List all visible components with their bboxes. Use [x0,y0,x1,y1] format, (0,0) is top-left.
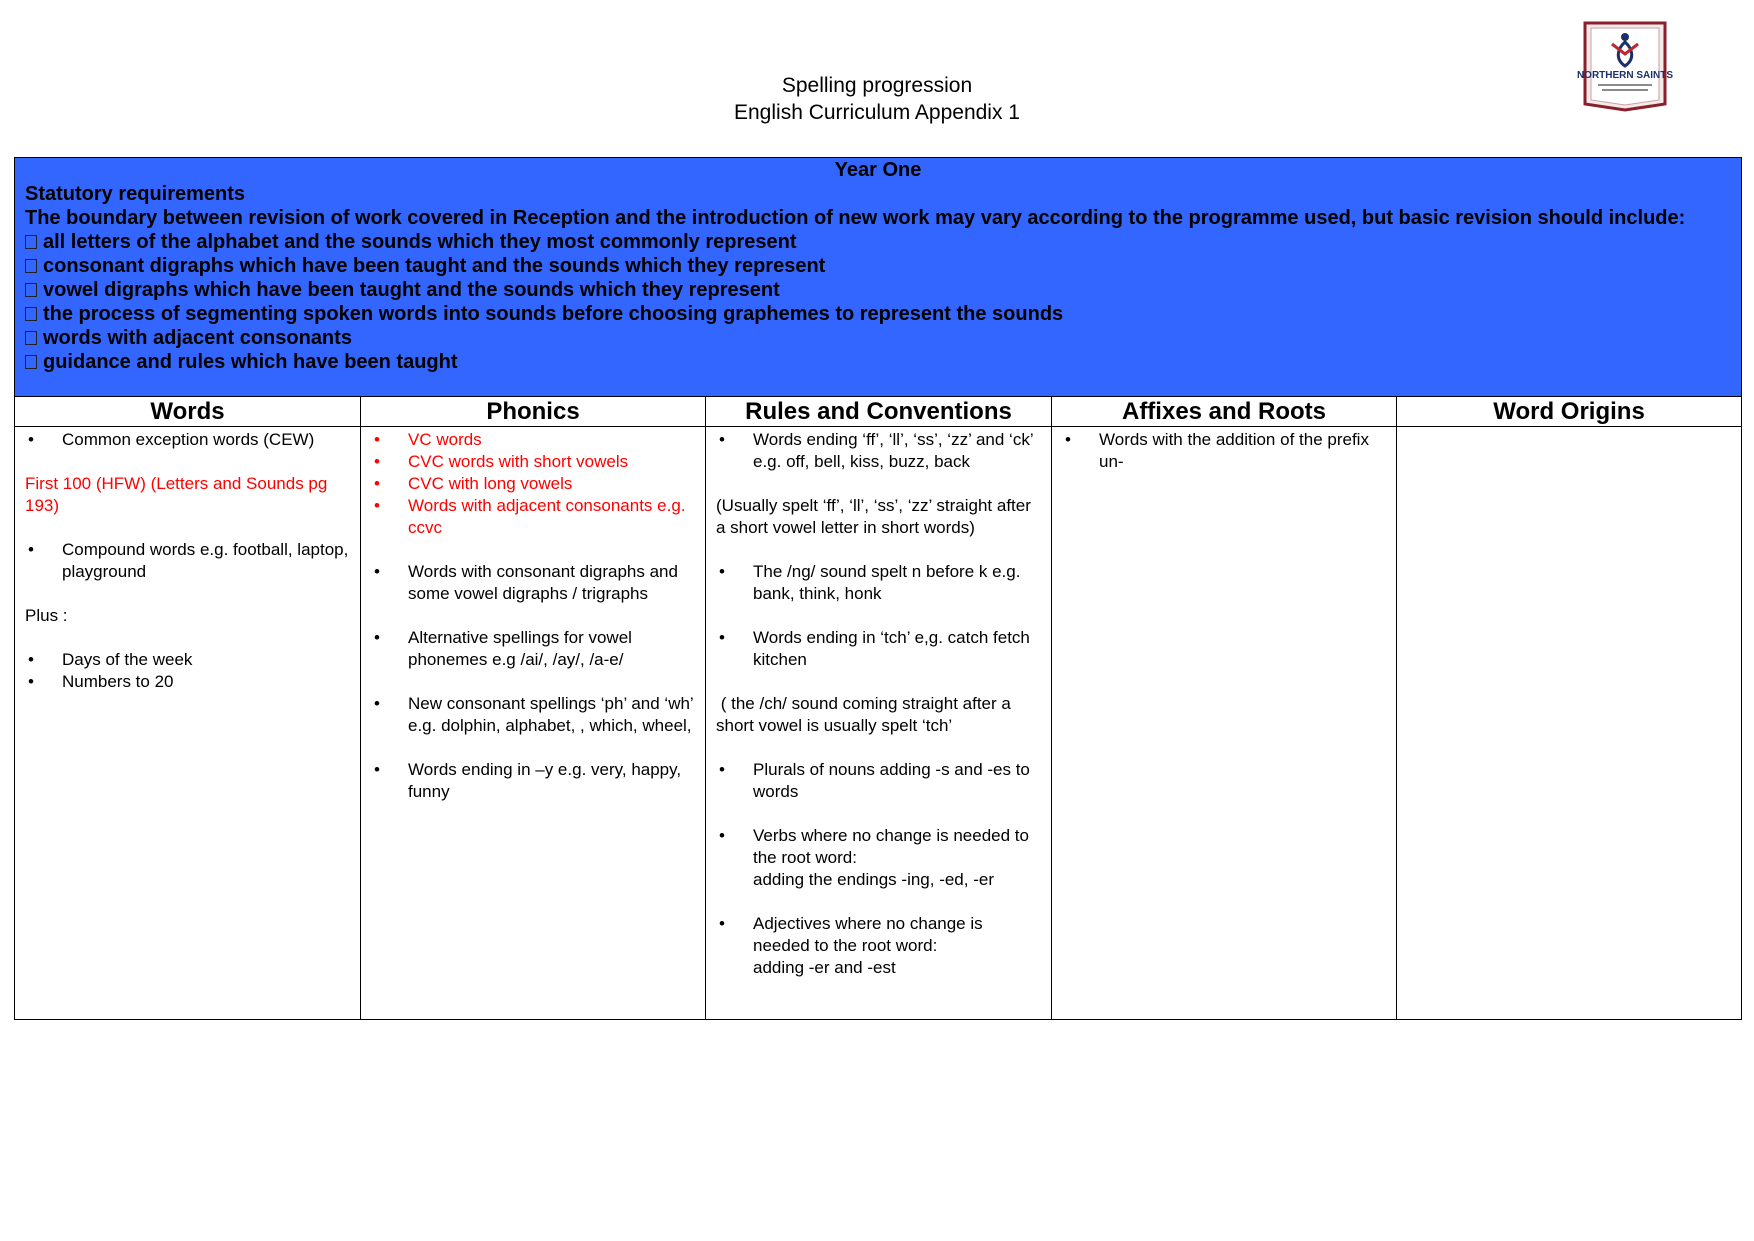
hfw-note: First 100 (HFW) (Letters and Sounds pg 193) [25,474,328,515]
bullet-box-icon [25,259,37,273]
list-item: • Alternative spellings for vowel phonemes e.g /ai/, /ay/, /a-e/ [408,627,697,671]
banner-row [15,158,1742,397]
origins-cell [1397,427,1742,1020]
words-cell [15,427,361,1020]
list-item: • Days of the week [62,649,352,671]
requirement-item: words with adjacent consonants [25,326,1731,350]
list-item: • Words with consonant digraphs and some vowel digraphs / trigraphs [408,561,697,605]
list-item: • Common exception words (CEW) [62,429,352,451]
affixes-cell [1052,427,1397,1020]
spelling-table [14,157,1742,1020]
requirement-item: vowel digraphs which have been taught and the sounds which they represent [25,278,1731,302]
column-header-phonics: Phonics [361,397,706,427]
requirement-item: guidance and rules which have been taught [25,350,1731,374]
list-item: • Adjectives where no change is needed to the root word: adding -er and -est [753,913,1043,979]
list-item: • CVC words with short vowels [408,451,697,473]
list-item: • Words ending ‘ff’, ‘ll’, ‘ss’, ‘zz’ and ‘ck’ e.g. off, bell, kiss, buzz, back [753,429,1043,473]
document-subtitle: English Curriculum Appendix 1 [734,101,1020,124]
list-item: • Words with the addition of the prefix un- [1099,429,1388,473]
document-header [0,72,1754,126]
list-item: • Words with adjacent consonants e.g. ccvc [408,495,697,539]
rules-note: ( the /ch/ sound coming straight after a short vowel is usually spelt ‘tch’ [716,694,1016,735]
bullet-box-icon [25,307,37,321]
rules-note: (Usually spelt ‘ff’, ‘ll’, ‘ss’, ‘zz’ straight after a short vowel letter in short words) [716,496,1031,537]
statutory-intro: The boundary between revision of work covered in Reception and the introduction of new work may vary according to the programme used, but basic revision should include: [25,207,1686,229]
year-heading: Year One [834,159,922,181]
phonics-cell [361,427,706,1020]
bullet-box-icon [25,283,37,297]
bullet-box-icon [25,355,37,369]
plus-label: Plus : [25,606,68,625]
list-item: • The /ng/ sound spelt n before k e.g. bank, think, honk [753,561,1043,605]
school-crest-icon [1576,20,1674,112]
requirement-item: all letters of the alphabet and the sounds which they most commonly represent [25,230,1731,254]
bullet-box-icon [25,235,37,249]
list-item: • Plurals of nouns adding -s and -es to words [753,759,1043,803]
list-item: • Compound words e.g. football, laptop, playground [62,539,352,583]
school-logo [1576,20,1674,112]
list-item: • Numbers to 20 [62,671,352,693]
list-item: • Words ending in –y e.g. very, happy, funny [408,759,697,803]
column-header-words: Words [15,397,361,427]
list-item: • CVC with long vowels [408,473,697,495]
content-row [15,427,1742,1020]
document-title: Spelling progression [781,74,973,97]
column-header-rules: Rules and Conventions [706,397,1052,427]
logo-text: NORTHERN SAINTS [1576,70,1674,81]
list-item: • VC words [408,429,697,451]
requirement-item: the process of segmenting spoken words into sounds before choosing graphemes to represent the sounds [25,302,1731,326]
rules-cell [706,427,1052,1020]
statutory-heading: Statutory requirements [25,183,246,205]
list-item: • New consonant spellings ‘ph’ and ‘wh’ e.g. dolphin, alphabet, , which, wheel, [408,693,697,737]
column-header-row [15,397,1742,427]
column-header-origins: Word Origins [1397,397,1742,427]
list-item: • Verbs where no change is needed to the root word: adding the endings -ing, -ed, -er [753,825,1043,891]
statutory-banner [15,158,1742,397]
list-item: • Words ending in ‘tch’ e,g. catch fetch kitchen [753,627,1043,671]
bullet-box-icon [25,331,37,345]
requirement-item: consonant digraphs which have been taught and the sounds which they represent [25,254,1731,278]
column-header-affixes: Affixes and Roots [1052,397,1397,427]
